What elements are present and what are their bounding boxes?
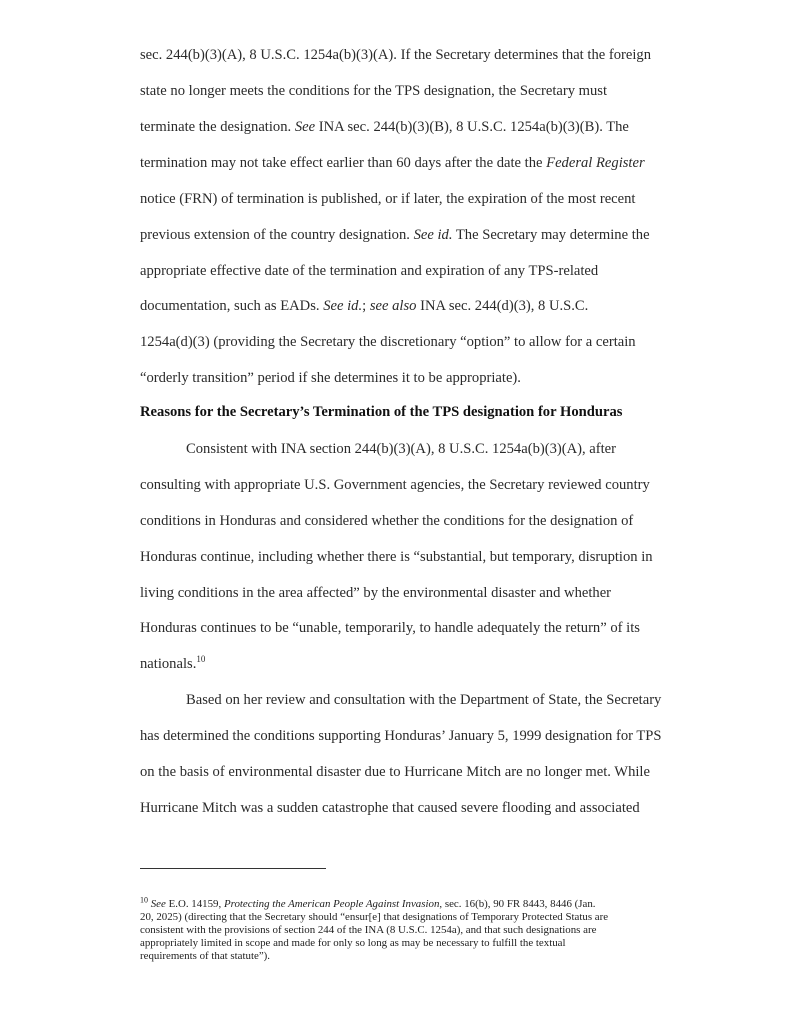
document-title: Protecting the American People Against Invasion bbox=[223, 898, 440, 910]
body-text-line: living conditions in the area affected” by the environmental disaster and whether bbox=[140, 585, 612, 601]
footnote-line: appropriately limited in scope and made for only so long as may be necessary to fulfill the textual bbox=[140, 937, 566, 949]
body-text-line bbox=[140, 226, 650, 244]
body-text-line: Honduras continue, including whether there is “substantial, but temporary, disruption in bbox=[140, 549, 653, 565]
body-text-line bbox=[140, 154, 645, 172]
body-text-line: appropriate effective date of the termination and expiration of any TPS-related bbox=[140, 263, 599, 279]
footnote-line: 20, 2025) (directing that the Secretary should “ensur[e] that designations of Temporary Protected Status are bbox=[140, 911, 609, 923]
text-run: INA sec. 244(d)(3), 8 U.S.C. bbox=[416, 298, 589, 314]
section-heading: Reasons for the Secretary’s Termination of the TPS designation for Honduras bbox=[140, 404, 623, 420]
citation-signal: See id. bbox=[413, 227, 453, 243]
text-run: termination may not take effect earlier than 60 days after the date the bbox=[140, 155, 547, 171]
body-text-line: “orderly transition” period if she determines it to be appropriate). bbox=[140, 370, 521, 386]
body-text-line: has determined the conditions supporting Honduras’ January 5, 1999 designation for TPS bbox=[140, 728, 662, 744]
footnote-number: 10 bbox=[140, 895, 148, 905]
text-run: E.O. 14159, bbox=[165, 898, 224, 910]
text-run: The Secretary may determine the bbox=[452, 227, 650, 243]
text-run: , sec. 16(b), 90 FR 8443, 8446 (Jan. bbox=[439, 898, 596, 910]
body-text-line: conditions in Honduras and considered whether the conditions for the designation of bbox=[140, 513, 634, 529]
body-text-line: state no longer meets the conditions for the TPS designation, the Secretary must bbox=[140, 83, 608, 99]
citation-signal: see also bbox=[369, 298, 417, 314]
body-text-line: Based on her review and consultation with the Department of State, the Secretary bbox=[186, 692, 662, 708]
footnote-line bbox=[140, 895, 596, 910]
text-run: nationals. bbox=[140, 656, 197, 672]
body-text-line bbox=[140, 655, 205, 673]
publication-name: Federal Register bbox=[546, 155, 645, 171]
body-text-line bbox=[140, 118, 629, 136]
citation-signal: See bbox=[294, 119, 316, 135]
body-text-line: sec. 244(b)(3)(A), 8 U.S.C. 1254a(b)(3)(A). If the Secretary determines that the foreign bbox=[140, 47, 652, 63]
body-text-line: Consistent with INA section 244(b)(3)(A), 8 U.S.C. 1254a(b)(3)(A), after bbox=[186, 441, 617, 457]
body-text-line bbox=[140, 297, 588, 315]
text-run: INA sec. 244(b)(3)(B), 8 U.S.C. 1254a(b)(3)(B). The bbox=[315, 119, 629, 135]
text-run: ; bbox=[362, 298, 370, 314]
footnote-reference[interactable]: 10 bbox=[196, 654, 206, 665]
body-text-line: notice (FRN) of termination is published, or if later, the expiration of the most recent bbox=[140, 191, 636, 207]
text-run: terminate the designation. bbox=[140, 119, 295, 135]
footnote-separator bbox=[140, 868, 326, 869]
body-text-line: consulting with appropriate U.S. Government agencies, the Secretary reviewed country bbox=[140, 477, 650, 493]
body-text-line: Honduras continues to be “unable, temporarily, to handle adequately the return” of its bbox=[140, 620, 640, 636]
body-text-line: 1254a(d)(3) (providing the Secretary the discretionary “option” to allow for a certain bbox=[140, 334, 636, 350]
body-text-line: on the basis of environmental disaster due to Hurricane Mitch are no longer met. While bbox=[140, 764, 650, 780]
citation-signal: See id. bbox=[323, 298, 363, 314]
footnote-line: consistent with the provisions of section 244 of the INA (8 U.S.C. 1254a), and that such designations are bbox=[140, 924, 597, 936]
text-run: documentation, such as EADs. bbox=[140, 298, 324, 314]
text-run: previous extension of the country designation. bbox=[140, 227, 414, 243]
footnote-line: requirements of that statute”). bbox=[140, 950, 271, 962]
citation-signal: See bbox=[150, 898, 166, 910]
body-text-line: Hurricane Mitch was a sudden catastrophe that caused severe flooding and associated bbox=[140, 800, 640, 816]
